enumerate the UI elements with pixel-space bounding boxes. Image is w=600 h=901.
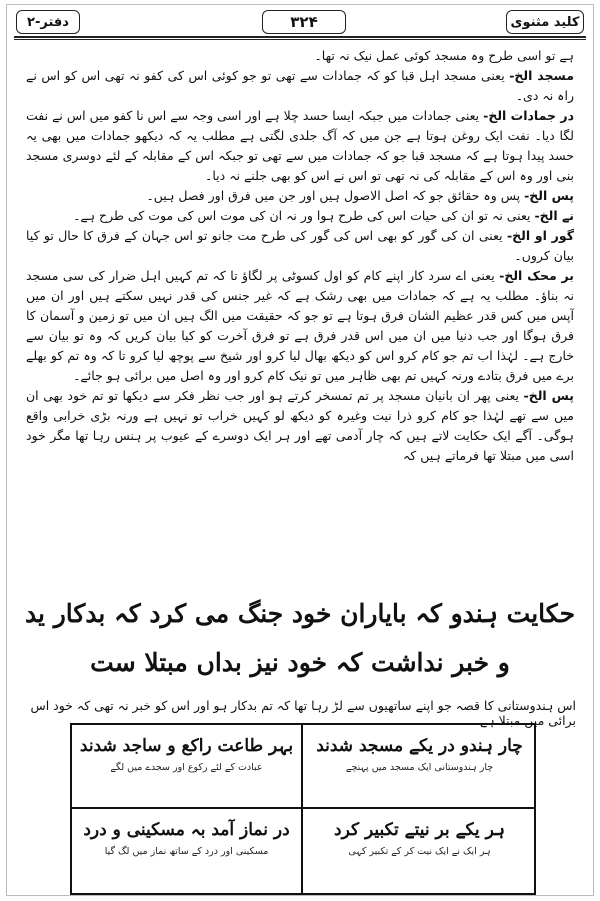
paragraph (26, 66, 574, 106)
paragraph (26, 206, 574, 226)
paragraph (26, 106, 574, 186)
paragraph-text: یعنی ان کی گور کو بھی اس کی گور کی طرح مت جانو تو اس جہان کے فرق کا حال تو کیا بیان کروں۔ (26, 228, 574, 263)
paragraph-lead: پس الخ- (524, 188, 574, 203)
verse-cell (305, 809, 534, 857)
paragraph-text: یعنی اے سرد کار اپنے کام کو اول کسوٹی پر لگاؤ تا کہ تم کہیں اہل ضرار کی سی مسجد نہ بناؤ۔ مطلب یہ ہے کہ جمادات میں بھی رشک ہے کہ غیر جنس کی قدر نہیں سکتے ہیں اور ان میں آپس میں کس قدر عظیم الشان فرق ہوتا ہے تو جو کہ حقیقت میں الگ ہیں ان میں تو زمین و آسمان کا فرق ہوگا اور جب دنیا میں ان میں اس قدر فرق ہے تو فرق آخرت کو کیا بیان کریں کہ وہ تو بیان سے خارج ہے۔ لہٰذا اب تم جو کام کرو اس کو دیکھ بھال لیا کرو اور شیخ سے پوچھ لیا کرو تا کہ وہ تم کو بھلے برے میں فرق بتادے ورنہ کہیں تم بھی ظاہر میں تو نیک کام کرو اور وہ اصل میں برائی ہو جائے۔ (26, 268, 574, 383)
verse-translation: عبادت کے لئے رکوع اور سجدے میں لگے (110, 762, 263, 773)
verse-cell (72, 809, 301, 857)
paragraph-lead: بر محک الخ- (499, 268, 574, 283)
persian-verse: بہر طاعت راکع و ساجد شدند (79, 736, 294, 756)
paragraph (26, 226, 574, 266)
paragraph-text: یعنی جمادات میں جبکہ ایسا حسد چلا ہے اور اسی وجہ سے اس نا کفو میں اس نے نفت لگا دیا۔ نفت ایک روغن ہوتا ہے جن میں کہ آگ جلدی لگتی ہے مطلب یہ کہ دیکھو جمادات میں بھی یہ حسد پیدا ہوتا ہے کہ مسجد قبا جو کہ جمادات میں سے تھی تو جبکہ اس کے مقابلہ کے لئے دوسری مسجد بنی اور وہ اس کے مقابلہ کی نہ تھی تو اس نے اس کو بھی جلنے نہ دیا۔ (26, 108, 574, 183)
volume-label (16, 10, 80, 34)
verse-column-divider (301, 725, 303, 893)
book-title (506, 10, 584, 34)
verse-cell (305, 725, 534, 773)
paragraph (26, 266, 574, 386)
commentary-body (26, 46, 574, 466)
paragraph-text: ہے تو اسی طرح وہ مسجد کوئی عمل نیک نہ تھا۔ (314, 48, 574, 63)
verse-translation: مسکینی اور درد کے ساتھ نماز میں لگ گیا (104, 846, 269, 857)
paragraph-text: پس وہ حقائق جو کہ اصل الاصول ہیں اور جن میں فرق اور فصل ہیں۔ (146, 188, 521, 203)
header-rule (14, 36, 586, 38)
paragraph (26, 46, 574, 66)
paragraph-lead: پس الخ- (523, 388, 574, 403)
header-rule-thin (14, 39, 586, 40)
paragraph-text: یعنی نہ تو ان کی حیات اس کی طرح ہوا ور نہ ان کی موت اس کی موت کی طرح ہے۔ (73, 208, 531, 223)
paragraph-lead: گور او الخ- (506, 228, 574, 243)
paragraph-text: یعنی پھر ان بانیان مسجد پر تم تمسخر کرتے ہو اور جب نظر فکر سے دیکھا تو تم خود بھی ان میں سے تھے لہٰذا جو کام کرو ذرا نیت وغیرہ کو دیکھ لو کہیں خراب تو نہیں ہے ورنہ بڑی خرابی واقع ہوگی۔ آگے ایک حکایت لاتے ہیں کہ چار آدمی تھے اور ہر ایک دوسرے کے عیوب پر ہنس رہا تھا مگر خود اسی میں مبتلا تھا فرماتے ہیں کہ (26, 388, 574, 463)
story-heading-line-2: و خبر نداشت کہ خود نیز بداں مبتلا ست (90, 648, 510, 677)
verse-table (70, 723, 536, 895)
verse-translation: ہر ایک نے ایک نیت کر کے تکبیر کہی (348, 846, 491, 857)
volume-text: دفتر-۲ (27, 14, 69, 30)
verse-cell (72, 725, 301, 773)
paragraph (26, 186, 574, 206)
paragraph-lead: نے الخ- (534, 208, 574, 223)
persian-verse: ہر یکے بر نیتے تکبیر کرد (334, 820, 505, 840)
persian-verse: چار ہندو در یکے مسجد شدند (316, 736, 523, 756)
story-intro: اس ہندوستانی کا قصہ جو اپنے ساتھیوں سے لڑ رہا تھا کہ تم بدکار ہو اور اس کو خبر نہ تھی کہ خود اس برائی میں مبتلا ہے (30, 698, 576, 728)
paragraph-text: یعنی مسجد اہل قبا کو کہ جمادات سے تھی تو جو کوئی اس کی کفو نہ تھی اس کو اس نے راہ نہ دی۔ (26, 68, 574, 103)
book-title-text: کلید مثنوی (510, 14, 580, 30)
persian-verse: در نماز آمد بہ مسکینی و درد (83, 820, 290, 840)
verse-translation: چار ہندوستانی ایک مسجد میں پہنچے (345, 762, 494, 773)
page-number (262, 10, 346, 34)
page-number-text: ۳۲۴ (290, 13, 318, 31)
story-heading-line-1: حکایت ہندو کہ بایاران خود جنگ می کرد کہ بدکار ید (24, 599, 576, 628)
paragraph-lead: در جمادات الخ- (483, 108, 574, 123)
paragraph (26, 386, 574, 466)
paragraph-lead: مسجد الخ- (509, 68, 574, 83)
